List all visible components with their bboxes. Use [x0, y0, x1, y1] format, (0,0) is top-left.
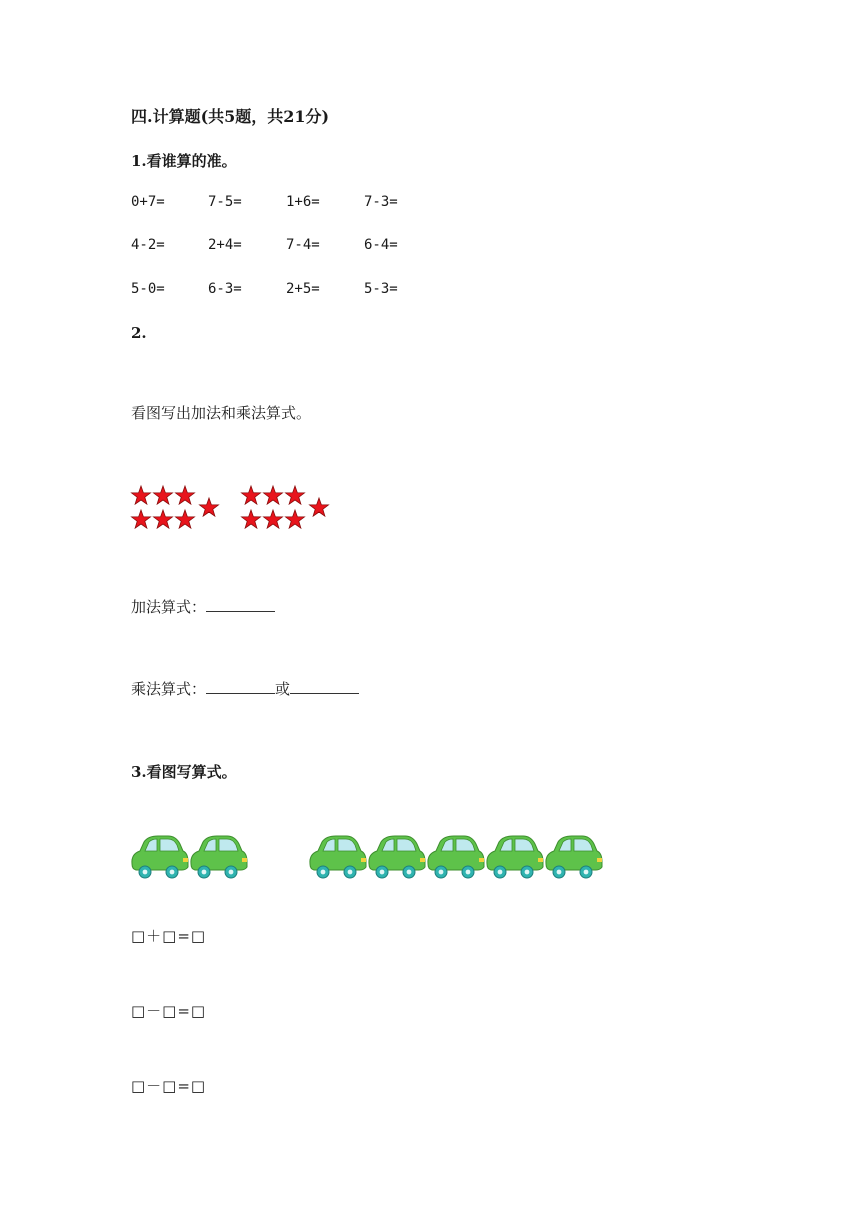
q1-eq-r2-c1: 4-2= — [131, 237, 165, 253]
q1-eq-r2-c3: 7-4= — [286, 237, 320, 253]
star-icon — [241, 486, 260, 504]
q1-eq-r2-c2: 2+4= — [208, 237, 242, 253]
multiplication-row — [131, 678, 359, 699]
car-icon — [191, 836, 247, 878]
car-icon — [310, 836, 366, 878]
q1-eq-r1-c4: 7-3= — [364, 194, 398, 210]
q1-eq-r3-c1: 5-0= — [131, 281, 165, 297]
q3-title — [131, 761, 237, 782]
star-icon — [285, 486, 304, 504]
q1-eq-r3-c2: 6-3= — [208, 281, 242, 297]
formula-1[interactable]: □＋□=□ — [131, 927, 207, 945]
q2-number: 2. — [131, 324, 147, 342]
q1-title — [131, 150, 237, 171]
formula-3[interactable]: □－□=□ — [131, 1077, 207, 1095]
formula-2[interactable]: □－□=□ — [131, 1002, 207, 1020]
multiplication-label: 乘法算式： — [131, 680, 207, 698]
q1-eq-r2-c4: 6-4= — [364, 237, 398, 253]
star-icon — [263, 510, 282, 528]
q1-eq-r1-c3: 1+6= — [286, 194, 320, 210]
addition-label: 加法算式： — [131, 598, 207, 616]
star-icon — [285, 510, 304, 528]
q1-eq-r3-c4: 5-3= — [364, 281, 398, 297]
addition-blank[interactable] — [206, 597, 275, 612]
star-icon — [241, 510, 260, 528]
q1-eq-r1-c1: 0+7= — [131, 194, 165, 210]
car-icon — [428, 836, 484, 878]
star-icon — [175, 486, 194, 504]
addition-row — [131, 596, 275, 617]
q3-title-text: 3.看图写算式。 — [131, 763, 237, 781]
car-icon — [132, 836, 188, 878]
car-icon — [487, 836, 543, 878]
multiplication-blank-1[interactable] — [206, 679, 275, 694]
q1-eq-r3-c3: 2+5= — [286, 281, 320, 297]
q1-eq-r1-c2: 7-5= — [208, 194, 242, 210]
multiplication-blank-2[interactable] — [290, 679, 359, 694]
star-icon — [131, 486, 150, 504]
star-icon — [153, 486, 172, 504]
star-group-left — [130, 484, 225, 532]
star-icon — [175, 510, 194, 528]
star-icon — [199, 498, 218, 516]
star-icon — [309, 498, 328, 516]
car-icon — [546, 836, 602, 878]
star-icon — [153, 510, 172, 528]
star-icon — [263, 486, 282, 504]
or-text: 或 — [275, 680, 291, 698]
car-icon — [369, 836, 425, 878]
star-group-right — [240, 484, 335, 532]
q1-title-text: 1.看谁算的准。 — [131, 152, 237, 170]
car-group-right — [306, 832, 606, 882]
q2-instruction: 看图写出加法和乘法算式。 — [131, 404, 312, 422]
car-group-left — [128, 832, 252, 882]
star-icon — [131, 510, 150, 528]
section-heading: 四.计算题(共5题，共21分) — [131, 107, 330, 126]
